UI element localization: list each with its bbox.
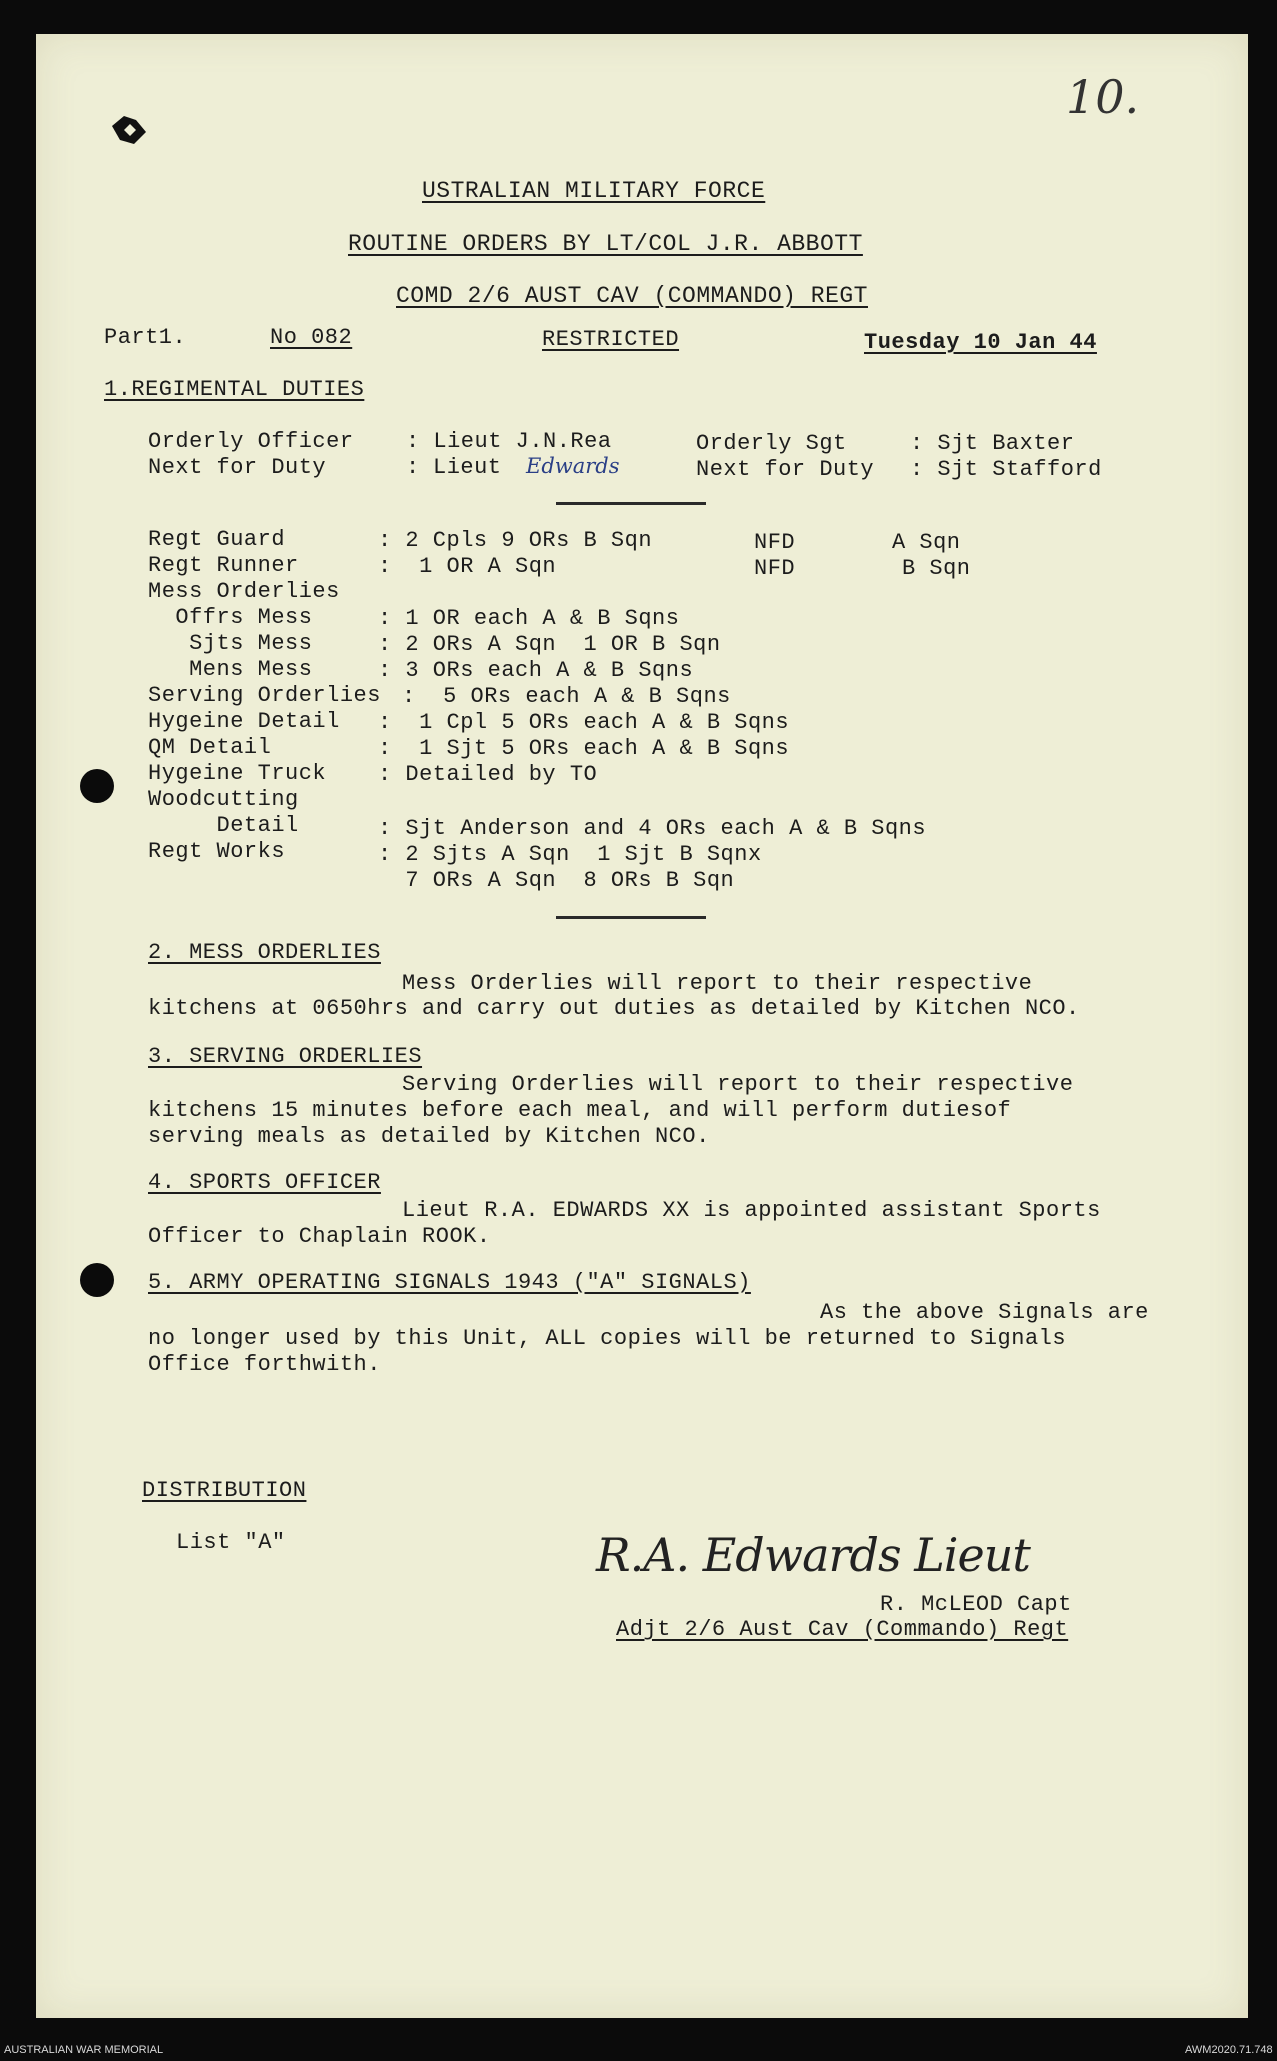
title-line-2: ROUTINE ORDERS BY LT/COL J.R. ABBOTT <box>348 231 863 257</box>
classification: RESTRICTED <box>542 327 680 352</box>
duty-value: : 1 OR A Sqn <box>378 554 557 579</box>
duty-label: QM Detail <box>148 735 272 760</box>
duty-value: : 1 Sjt 5 ORs each A & B Sqns <box>378 736 790 761</box>
section4-heading: 4. SPORTS OFFICER <box>148 1170 381 1195</box>
duty-label: Offrs Mess <box>148 605 313 630</box>
divider-2 <box>556 916 706 919</box>
next-duty-sgt-value: : Sjt Stafford <box>910 457 1102 482</box>
duty-label: Hygeine Detail <box>148 709 340 734</box>
duty-label: Sjts Mess <box>148 631 313 656</box>
section3-line-2: kitchens 15 minutes before each meal, and will perform dutiesof <box>148 1098 1012 1123</box>
signature-title: Adjt 2/6 Aust Cav (Commando) Regt <box>616 1617 1069 1642</box>
section2-line-2: kitchens at 0650hrs and carry out duties as detailed by Kitchen NCO. <box>148 996 1080 1021</box>
title-line-1: USTRALIAN MILITARY FORCE <box>422 178 766 204</box>
title-line-3: COMD 2/6 AUST CAV (COMMANDO) REGT <box>396 283 868 309</box>
section2-heading: 2. MESS ORDERLIES <box>148 940 381 965</box>
section5-line-1: As the above Signals are <box>820 1300 1149 1325</box>
footer-accession-number: AWM2020.71.748 <box>1185 2044 1273 2056</box>
binder-hole-top <box>80 769 114 803</box>
section4-line-1: Lieut R.A. EDWARDS XX is appointed assistant Sports <box>402 1198 1101 1223</box>
page-number: 10. <box>1066 70 1140 124</box>
duty-label: Mess Orderlies <box>148 579 340 604</box>
duty-value: 7 ORs A Sqn 8 ORs B Sqn <box>378 868 735 893</box>
duty-value: : Detailed by TO <box>378 762 598 787</box>
part-label: Part1. <box>104 325 187 350</box>
binder-hole-bottom <box>80 1263 114 1297</box>
duty-nfd: NFD <box>754 530 796 555</box>
duty-label: Regt Works <box>148 839 286 864</box>
duty-nfd: NFD <box>754 556 796 581</box>
section1-heading: 1.REGIMENTAL DUTIES <box>104 377 365 402</box>
duty-value: : 1 Cpl 5 ORs each A & B Sqns <box>378 710 790 735</box>
next-duty-officer-rank: Lieut <box>433 455 502 480</box>
next-duty-officer-handwritten: Edwards <box>526 454 620 478</box>
divider-1 <box>556 502 706 505</box>
document-page <box>36 34 1248 2018</box>
order-number: No 082 <box>270 325 353 350</box>
duty-nfd-value: A Sqn <box>892 530 961 555</box>
orderly-officer-label: Orderly Officer <box>148 429 354 454</box>
order-date: Tuesday 10 Jan 44 <box>864 330 1097 355</box>
duty-value: : 2 Sjts A Sqn 1 Sjt B Sqnx <box>378 842 762 867</box>
duty-label: Hygeine Truck <box>148 761 327 786</box>
distribution-list: List "A" <box>176 1530 286 1555</box>
section3-line-1: Serving Orderlies will report to their respective <box>402 1072 1074 1097</box>
signature-name: R. McLEOD Capt <box>880 1592 1072 1617</box>
duty-label: Serving Orderlies <box>148 683 381 708</box>
next-duty-officer-label: Next for Duty <box>148 455 327 480</box>
duty-value: : 2 ORs A Sqn 1 OR B Sqn <box>378 632 721 657</box>
duty-value: : 2 Cpls 9 ORs B Sqn <box>378 528 653 553</box>
duty-label: Mens Mess <box>148 657 313 682</box>
duty-label: Regt Guard <box>148 527 286 552</box>
footer-archive-name: AUSTRALIAN WAR MEMORIAL <box>4 2044 164 2056</box>
next-duty-sgt-label: Next for Duty <box>696 457 875 482</box>
section3-heading: 3. SERVING ORDERLIES <box>148 1044 423 1069</box>
duty-label: Woodcutting <box>148 787 299 812</box>
duty-value: : 5 ORs each A & B Sqns <box>402 684 731 709</box>
orderly-sgt-value: : Sjt Baxter <box>910 431 1075 456</box>
staple-hole-icon <box>106 110 152 150</box>
duty-value: : 3 ORs each A & B Sqns <box>378 658 694 683</box>
section5-line-3: Office forthwith. <box>148 1352 381 1377</box>
orderly-sgt-label: Orderly Sgt <box>696 431 847 456</box>
duty-label: Detail <box>148 813 299 838</box>
duty-nfd-value: B Sqn <box>902 556 971 581</box>
duty-value: : 1 OR each A & B Sqns <box>378 606 680 631</box>
section5-heading: 5. ARMY OPERATING SIGNALS 1943 ("A" SIGNALS) <box>148 1270 751 1295</box>
orderly-officer-value: : Lieut J.N.Rea <box>406 429 612 454</box>
signature-scrawl: R.A. Edwards Lieut <box>596 1528 1030 1582</box>
section2-line-1: Mess Orderlies will report to their respective <box>402 971 1033 996</box>
section3-line-3: serving meals as detailed by Kitchen NCO. <box>148 1124 710 1149</box>
distribution-heading: DISTRIBUTION <box>142 1478 307 1503</box>
next-duty-officer-colon: : <box>406 455 420 480</box>
duty-label: Regt Runner <box>148 553 299 578</box>
duty-value: : Sjt Anderson and 4 ORs each A & B Sqns <box>378 816 927 841</box>
section4-line-2: Officer to Chaplain ROOK. <box>148 1224 491 1249</box>
section5-line-2: no longer used by this Unit, ALL copies will be returned to Signals <box>148 1326 1067 1351</box>
